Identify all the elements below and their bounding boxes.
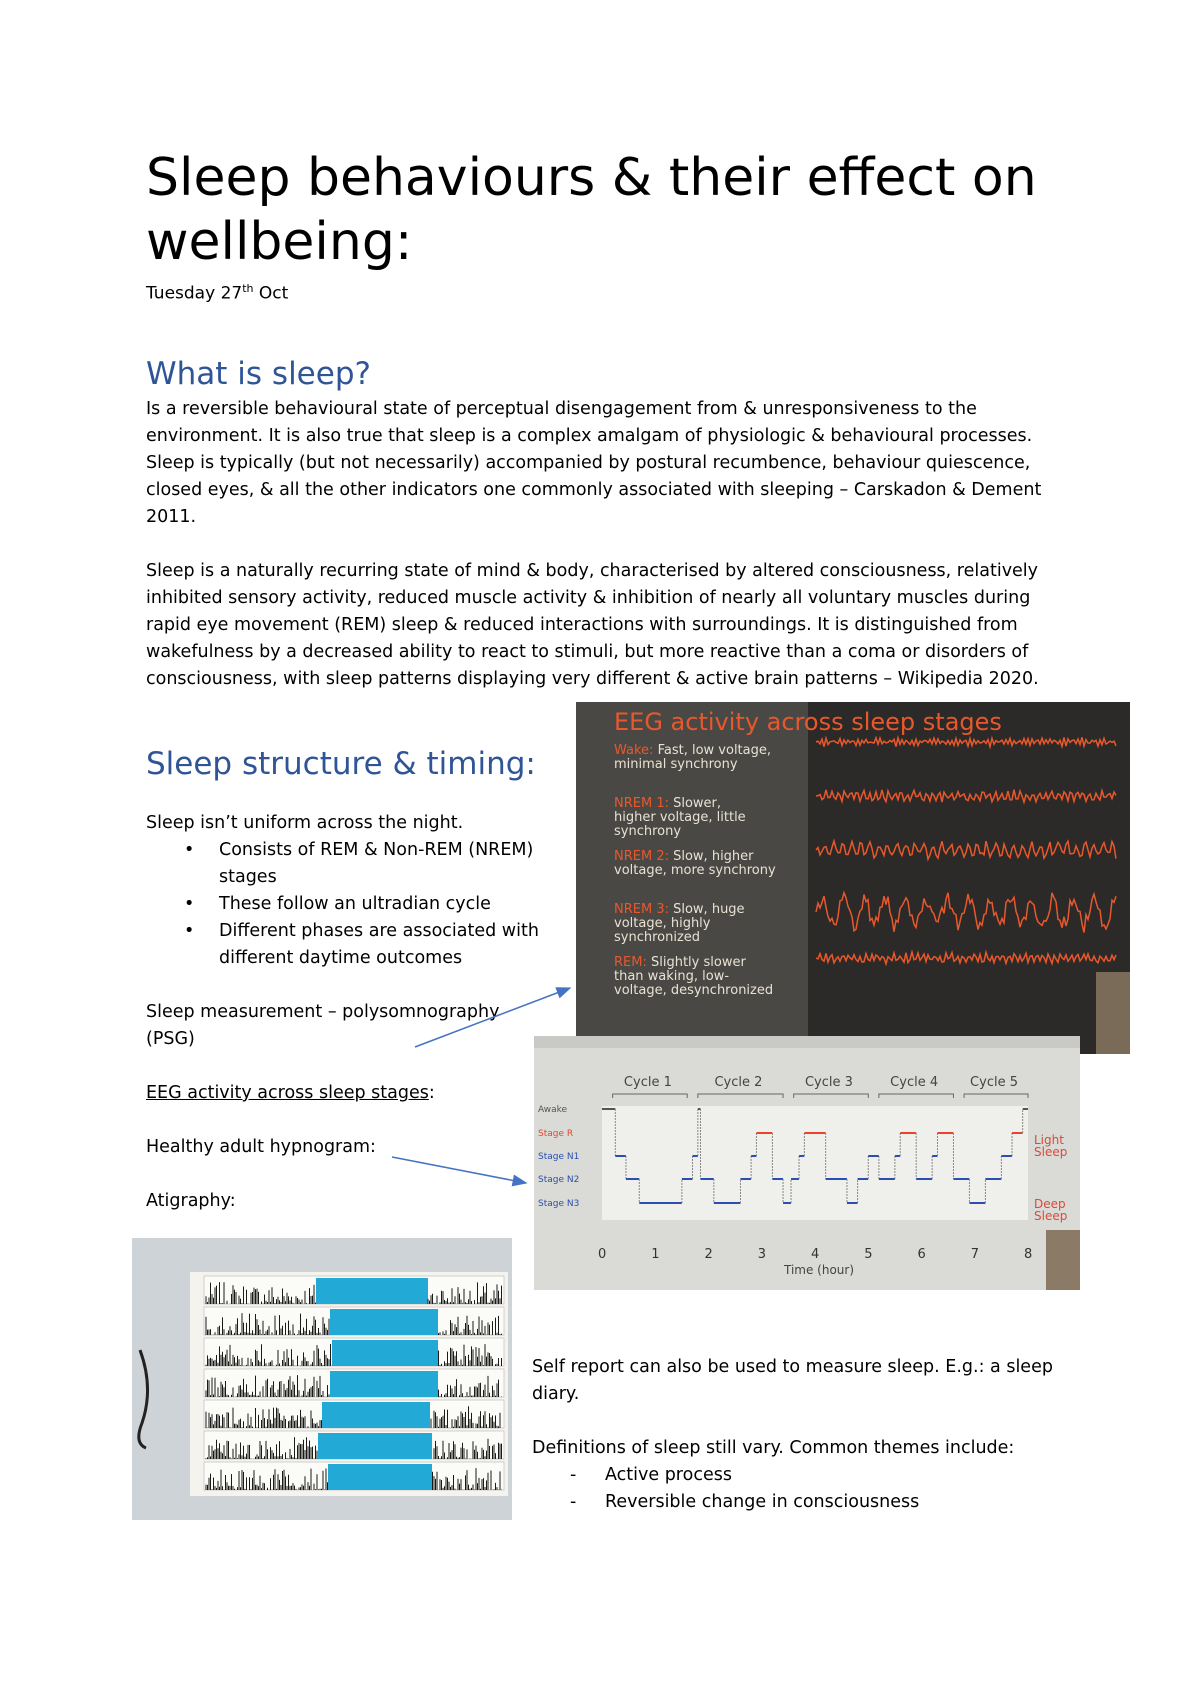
eeg-stage-desc: synchronized xyxy=(614,930,701,945)
hypnogram-hour-label: 0 xyxy=(598,1247,607,1262)
eeg-stage-desc: than waking, low- xyxy=(614,969,730,984)
hypnogram-image xyxy=(534,1036,1080,1290)
eeg-stage-label: NREM 1: Slower, xyxy=(614,796,722,811)
hypnogram-xlabel: Time (hour) xyxy=(784,1263,855,1277)
hypnogram-stage-label: Stage N2 xyxy=(538,1175,580,1185)
right-column xyxy=(532,1354,1072,1516)
intro-line: Sleep isn’t uniform across the night. xyxy=(146,813,464,833)
measurement-line: Sleep measurement – polysomnography (PSG) xyxy=(146,1002,500,1049)
hypnogram-stage-label: Stage R xyxy=(538,1129,574,1139)
section-heading-what-is-sleep: What is sleep? xyxy=(146,356,371,392)
bullet-item: • These follow an ultradian cycle xyxy=(146,891,566,918)
theme-item: - Reversible change in consciousness xyxy=(532,1489,1072,1516)
themes-list xyxy=(532,1462,1072,1516)
hypnogram-cycle-label: Cycle 2 xyxy=(714,1075,763,1090)
hypnogram-hour-label: 6 xyxy=(917,1247,926,1262)
hypnogram-hour-label: 2 xyxy=(704,1247,713,1262)
hypnogram-label: Healthy adult hypnogram: xyxy=(146,1137,376,1157)
actigraphy-rows xyxy=(204,1276,504,1490)
definition-paragraph-2: Sleep is a naturally recurring state of mind & body, characterised by altered consciousness, relatively inhibited sensory activity, reduced muscle activity & inhibition of nearly all voluntary muscles during rapid eye movement (REM) sleep & reduced interactions with surroundings. It is distinguished from wakefulness by a decreased ability to react to stimuli, but more reactive than a coma or disorders of consciousness, with sleep patterns displaying very different & active brain patterns – Wikipedia 2020. xyxy=(146,561,1039,689)
bullet-item: • Consists of REM & Non-REM (NREM) stages xyxy=(146,837,566,891)
eeg-stage-desc: minimal synchrony xyxy=(614,757,738,772)
hypnogram-hour-label: 3 xyxy=(757,1247,767,1262)
bullet-item: • Different phases are associated with different daytime outcomes xyxy=(146,918,566,972)
hypnogram-stage-label: Awake xyxy=(538,1105,568,1115)
actigraphy-image xyxy=(132,1238,512,1520)
hypnogram-hour-label: 7 xyxy=(970,1247,980,1262)
hypnogram-hour-label: 8 xyxy=(1024,1247,1033,1262)
arrow-to-hypnogram xyxy=(392,1157,526,1183)
definitions-line: Definitions of sleep still vary. Common themes include: xyxy=(532,1438,1015,1458)
eeg-stage-label: Wake: Fast, low voltage, xyxy=(614,743,771,758)
theme-item: - Active process xyxy=(532,1462,1072,1489)
eeg-stage-label: REM: Slightly slower xyxy=(614,955,746,970)
hypnogram-cycle-label: Cycle 1 xyxy=(623,1075,672,1090)
eeg-stage-label: NREM 3: Slow, huge xyxy=(614,902,745,917)
eeg-stage-desc: synchrony xyxy=(614,824,682,839)
section-heading-sleep-structure: Sleep structure & timing: xyxy=(146,746,536,782)
definition-paragraph-1: Is a reversible behavioural state of perceptual disengagement from & unresponsiveness to the environment. It is also true that sleep is a complex amalgam of physiologic & behavioural processes. Sleep is typically (but not necessarily) accompanied by postural recumbence, behaviour quiescence, closed eyes, & all the other indicators one commonly associated with sleeping – Carskadon & Dement 2011. xyxy=(146,399,1042,527)
hypnogram-cycle-label: Cycle 3 xyxy=(804,1075,853,1090)
eeg-link[interactable]: EEG activity across sleep stages xyxy=(146,1083,429,1103)
light-sleep-label-2: Sleep xyxy=(1034,1145,1068,1159)
eeg-stage-label: NREM 2: Slow, higher xyxy=(614,849,754,864)
self-report-line: Self report can also be used to measure sleep. E.g.: a sleep diary. xyxy=(532,1357,1053,1404)
eeg-stage-desc: voltage, highly xyxy=(614,916,711,931)
deep-sleep-label-1: Deep xyxy=(1034,1197,1066,1211)
hypnogram-stage-label: Stage N3 xyxy=(538,1199,580,1209)
document-date: Tuesday 27th Oct xyxy=(146,282,289,304)
hypnogram-cycle-label: Cycle 5 xyxy=(970,1075,1018,1090)
hypnogram-hour-label: 4 xyxy=(811,1247,820,1262)
light-sleep-label-1: Light xyxy=(1034,1133,1064,1147)
eeg-sleep-stages-image xyxy=(576,702,1130,1054)
eeg-stage-desc: voltage, desynchronized xyxy=(614,983,774,998)
hypnogram-cycle-label: Cycle 4 xyxy=(890,1075,939,1090)
actigraphy-label: Atigraphy: xyxy=(146,1191,236,1211)
hypnogram-stage-label: Stage N1 xyxy=(538,1152,580,1162)
hypnogram-hour-label: 5 xyxy=(864,1247,873,1262)
eeg-image-title: EEG activity across sleep stages xyxy=(614,708,1002,736)
document-title: Sleep behaviours & their effect on wellbeing: xyxy=(146,148,1037,272)
eeg-line: EEG activity across sleep stages: xyxy=(146,1083,435,1103)
eeg-stage-desc: voltage, more synchrony xyxy=(614,863,776,878)
deep-sleep-label-2: Sleep xyxy=(1034,1209,1068,1223)
eeg-stage-desc: higher voltage, little xyxy=(614,810,746,825)
hypnogram-hour-label: 1 xyxy=(651,1247,660,1262)
